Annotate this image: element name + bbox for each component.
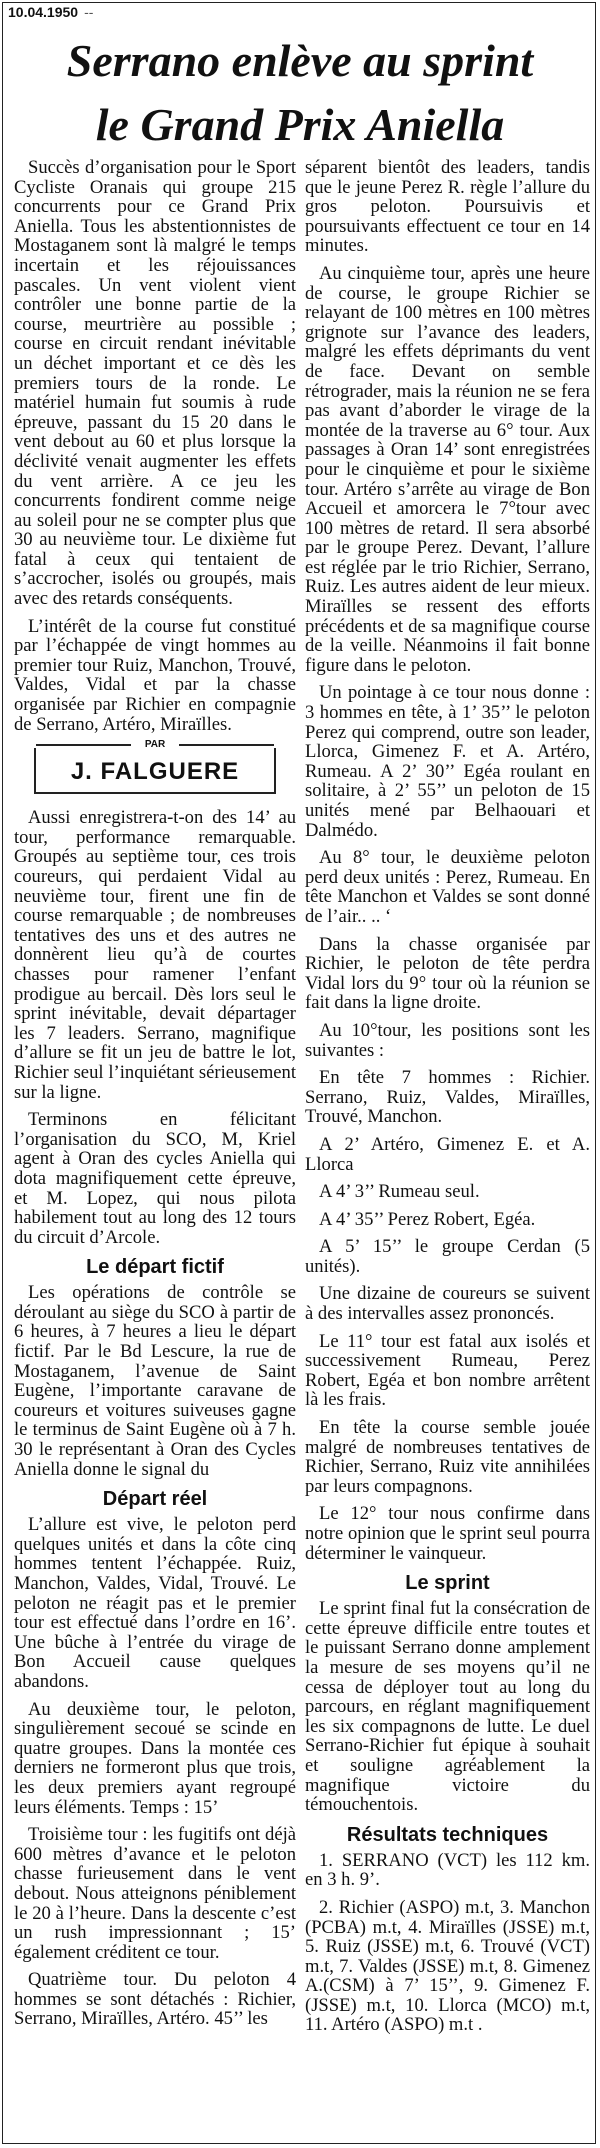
paragraph: Terminons en félicitant l’organisation du SCO, M, Kriel agent à Oran des cycles Aniella qui dota magnifiquement cette épreuve, et M. Lopez, qui nous pilota habilement tout au long des 12 tours du circuit d’Arcole. [14,1109,296,1248]
paragraph-continuation: séparent bientôt des leaders, tandis que le jeune Perez R. règle l’allure du gros peloton. Poursuivis et poursuivants effectuent ce tour en 14 minutes. [305,157,590,257]
section-heading-depart-fictif: Le départ fictif [86,1256,224,1279]
paragraph: A 4’ 35’’ Perez Robert, Egéa. [319,1208,536,1230]
paragraph: Au 10°tour, les positions sont les suivantes : [305,1019,590,1061]
paragraph: Au 8° tour, le deuxième peloton perd deux unités : Perez, Rumeau. En tête Manchon et Valdes se sont donné de l’air.. .. ‘ [305,847,590,927]
section-heading-sprint: Le sprint [405,1572,490,1595]
paragraph: Succès d’organisation pour le Sport Cycliste Oranais qui groupe 215 concurrents pour ce Grand Prix Aniella. Tous les abstentionnistes de Mostaganem sont là malgré le temps incertain et les réjouissances pascales. Un vent violent vient contrôler une bonne partie de la course, meurtrière au possible ; course en circuit rendant inévitable un déchet important et ce dès les premiers tours de la ronde. Le matériel humain fut soumis à rude épreuve, passant du 15 20 dans le vent debout au 60 et plus lorsque la déclivité venait augmenter les effets du vent arrière. A ce jeu les concurrents fondirent comme neige au soleil pour ne se compter plus que 30 au neuvième tour. Le dixième fut fatal à ceux qui tentaient de s’accrocher, isolés ou groupés, mais avec des retards conséquents. [14,157,296,610]
paragraph: Un pointage à ce tour nous donne : 3 hommes en tête, à 1’ 35’’ le peloton Perez qui comprend, outre son leader, Llorca, Gimenez F. et A. Artéro, Rumeau. A 2’ 30’’ Egéa roulant en solitaire, à 2’ 55’’ un peloton de 15 unités mené par Belhaouari et Dalmédo. [305,682,590,841]
paragraph: Le sprint final fut la consécration de cette épreuve difficile entre toutes et le puissant Serrano donne amplement la mesure de ses moyens qu’il ne cessa de déployer tout au long du parcours, en réglant magnifiquement les six compagnons de lutte. Le duel Serrano-Richier fut épique à souhait et souligne agréablement la magnifique victoire du témouchentois. [305,1598,590,1816]
paragraph: A 4’ 3’’ Rumeau seul. [319,1181,480,1203]
publication-date: 10.04.1950 -- [8,4,94,20]
article-column-2 [305,158,590,2043]
paragraph: Une dizaine de coureurs se suivent à des intervalles assez prononcés. [305,1283,590,1325]
section-heading-results: Résultats techniques [346,1823,549,1846]
result-line: 2. Richier (ASPO) m.t, 3. Manchon (PCBA) m.t, 4. Miraïlles (JSSE) m.t, 5. Ruiz (JSSE) m.t, 6. Trouvé (VCT) m.t, 7. Valdes (JSSE) m.t, 8. Gimenez A.(CSM) à 7’ 15’’, 9. Gimenez F. (JSSE) m.t, 10. Llorca (MCO) m.t, 11. Artéro (ASPO) m.t . [305,1896,590,2036]
paragraph: Aussi enregistrera-t-on des 14’ au tour, performance remarquable. Groupés au septième tour, ces trois coureurs, qui perdaient Vidal au neuvième tour, firent une fin de course remarquable ; de nombreuses tentatives des uns et des autres ne donnèrent lieu qu’à de courtes chasses pour ramener l’enfant prodigue au bercail. Dès lors seul le sprint inévitable, devait départager les 7 leaders. Serrano, magnifique d’allure se fit un jeu de battre le lot, Richier seul l’inquiétant sérieusement sur la ligne. [14,807,296,1103]
column-2-paragraphs [305,264,590,1563]
headline-line-2: le Grand Prix Aniella [95,99,505,150]
paragraph: L’allure est vive, le peloton perd quelques unités et dans la côte cinq hommes tentent l’échappée. Ruiz, Manchon, Valdes, Vidal, Trouvé. Le peloton ne réagit pas et le premier tour est effectué dans l’ordre en 16’. Une bûche à l’entrée du virage de Bon Accueil cause quelques abandons. [14,1514,296,1692]
paragraph: En tête 7 hommes : Richier. Serrano, Ruiz, Valdes, Miraïlles, Trouvé, Manchon. [305,1067,590,1128]
result-line: 1. SERRANO (VCT) les 112 km. en 3 h. 9’. [305,1849,590,1891]
paragraph: Les opérations de contrôle se déroulant au siège du SCO à partir de 6 heures, à 7 heures a lieu le départ fictif. Par le Bd Lescure, la rue de Mostaganem, l’avenue de Saint Eugène, l’importante caravane de coureurs et voitures suiveuses gagne le terminus de Saint Eugène où à 7 h. 30 le représentant à Oran des Cycles Aniella donne le signal du [14,1282,296,1480]
section-heading-depart-reel: Départ réel [102,1488,208,1511]
paragraph: Au deuxième tour, le peloton, singulièrement secoué se scinde en quatre groupes. Dans la montée ces derniers ne formeront plus que trois, les deux premiers ayant regroupé leurs éléments. Temps : 15’ [14,1698,296,1818]
byline-author: J. FALGUERE [70,758,240,786]
paragraph: Quatrième tour. Du peloton 4 hommes se sont détachés : Richier, Serrano, Miraïlles, Artéro. 45’’ les [14,1969,296,2030]
paragraph: Au cinquième tour, après une heure de course, le groupe Richier se relayant de 100 mètres en 100 mètres grignote sur l’avance des leaders, malgré les effets déprimants du vent de face. Devant on semble rétrograder, mais la réunion ne se fera pas avant d’aborder le virage de la montée de la traverse au 6° tour. Aux passages à Oran 14’ sont enregistrées pour le cinquième et pour le sixième tour. Artéro s’arrête au virage de Bon Accueil et amorcera le 7°tour avec 100 mètres de retard. Il sera absorbé par le groupe Perez. Devant, l’allure est réglée par le trio Richier, Serrano, Ruiz. Les autres aident de leur mieux. Miraïlles se ressent des efforts précédents et de sa magnifique course de la veille. Néanmoins il fait bonne figure dans le peloton. [305,262,590,676]
paragraph: L’intérêt de la course fut constitué par l’échappée de vingt hommes au premier tour Ruiz, Manchon, Trouvé, Valdes, Vidal et par la chasse organisée par Richier en compagnie de Serrano, Artéro, Miraïlles. [14,615,296,735]
headline-line-1: Serrano enlève au sprint [66,35,534,86]
paragraph: A 2’ Artéro, Gimenez E. et A. Llorca [305,1133,590,1175]
paragraph: Le 11° tour est fatal aux isolés et successivement Rumeau, Perez Robert, Egéa et bon nombre arrêtent là les frais. [305,1330,590,1411]
article-column-1 [14,158,296,2037]
paragraph: Le 12° tour nous confirme dans notre opinion que le sprint seul pourra déterminer le vainqueur. [305,1503,590,1564]
paragraph: Dans la chasse organisée par Richier, le peloton de tête perdra Vidal lors du 9° tour où la réunion se fait dans la ligne droite. [305,933,590,1014]
paragraph: A 5’ 15’’ le groupe Cerdan (5 unités). [305,1236,590,1277]
paragraph: Troisième tour : les fugitifs ont déjà 600 mètres d’avance et le peloton chasse furieusement dans le vent debout. Nous atteignons péniblement le 20 à l’heure. Dans la descente c’est un rush impressionnant ; 15’ également créditent ce tour. [14,1824,296,1963]
byline-box [34,739,276,794]
date-mark: -- [84,4,94,20]
paragraph: En tête la course semble jouée malgré de nombreuses tentatives de Richier, Serrano, Ruiz vite annihilées par leurs compagnons. [305,1417,590,1497]
byline-prefix: PAR [36,739,274,750]
